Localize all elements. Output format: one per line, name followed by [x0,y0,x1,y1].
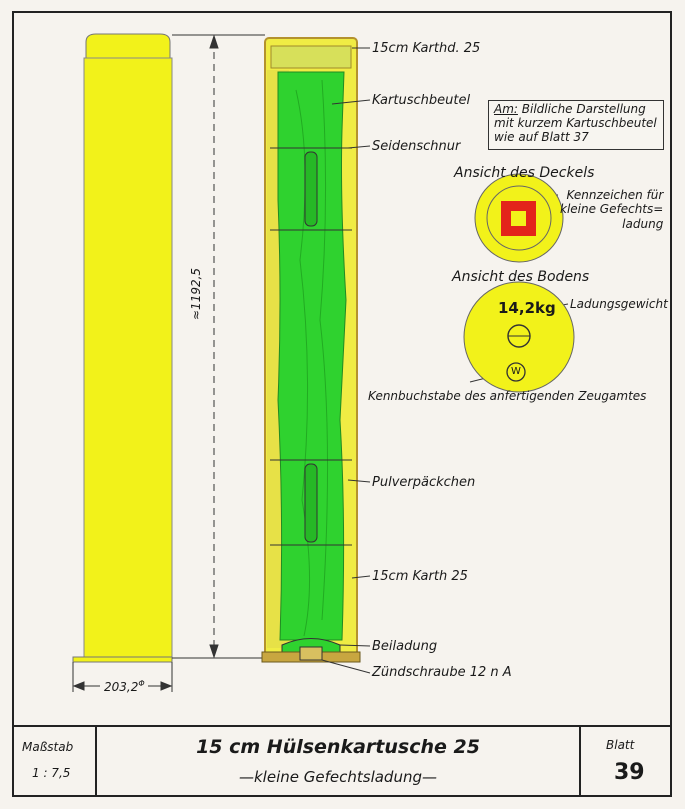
callout-beiladung: Beiladung [372,639,438,654]
lid-marker-line1: Kennzeichen für [566,188,664,202]
lid-marker-line3: ladung [622,216,664,231]
drawing-title: 15 cm Hülsenkartusche 25 [196,736,480,758]
scale-label: Maßstab [22,740,74,754]
lid-marker-label [560,188,663,231]
callout-kartuschbeutel: Kartuschbeutel [372,93,471,108]
callout-pulverpaeckchen: Pulverpäckchen [372,475,476,490]
lid-marker-line2: kleine Gefechts= [560,202,664,217]
note-box [488,100,664,150]
note-line1: Bildliche Darstellung [521,102,646,116]
cartridge-section-view [262,38,360,662]
note-prefix: Am: [494,102,518,116]
length-dimension [172,35,265,658]
charge-weight-label: Ladungsgewicht [570,297,668,311]
base-view-title: Ansicht des Bodens [452,269,590,285]
lid-view [475,174,563,262]
callout-seidenschnur: Seidenschnur [372,139,461,154]
diameter-symbol: Φ [138,679,145,688]
callout-karthd: 15cm Karthd. 25 [372,41,481,56]
charge-weight: 14,2kg [498,299,556,317]
length-dimension-text: ≈1192,5 [189,267,203,320]
note-line3: wie auf Blatt 37 [494,129,589,144]
lid-view-title: Ansicht des Deckels [454,165,595,181]
arsenal-letter: W [511,366,521,377]
drawing-subtitle: —kleine Gefechtsladung— [239,768,437,786]
width-value: 203,2 [104,680,139,694]
cartridge-exterior-view [73,34,172,662]
note-line2: mit kurzem Kartuschbeutel [494,115,657,130]
callout-zuendschraube: Zündschraube 12 n A [372,665,512,680]
sheet-label: Blatt [606,738,635,752]
callout-karth: 15cm Karth 25 [372,569,468,584]
sheet-number: 39 [614,760,645,785]
width-dimension-text [104,680,145,693]
arsenal-letter-label: Kennbuchstabe des anfertigenden Zeugamtes [368,389,647,403]
scale-value: 1 : 7,5 [32,766,71,780]
